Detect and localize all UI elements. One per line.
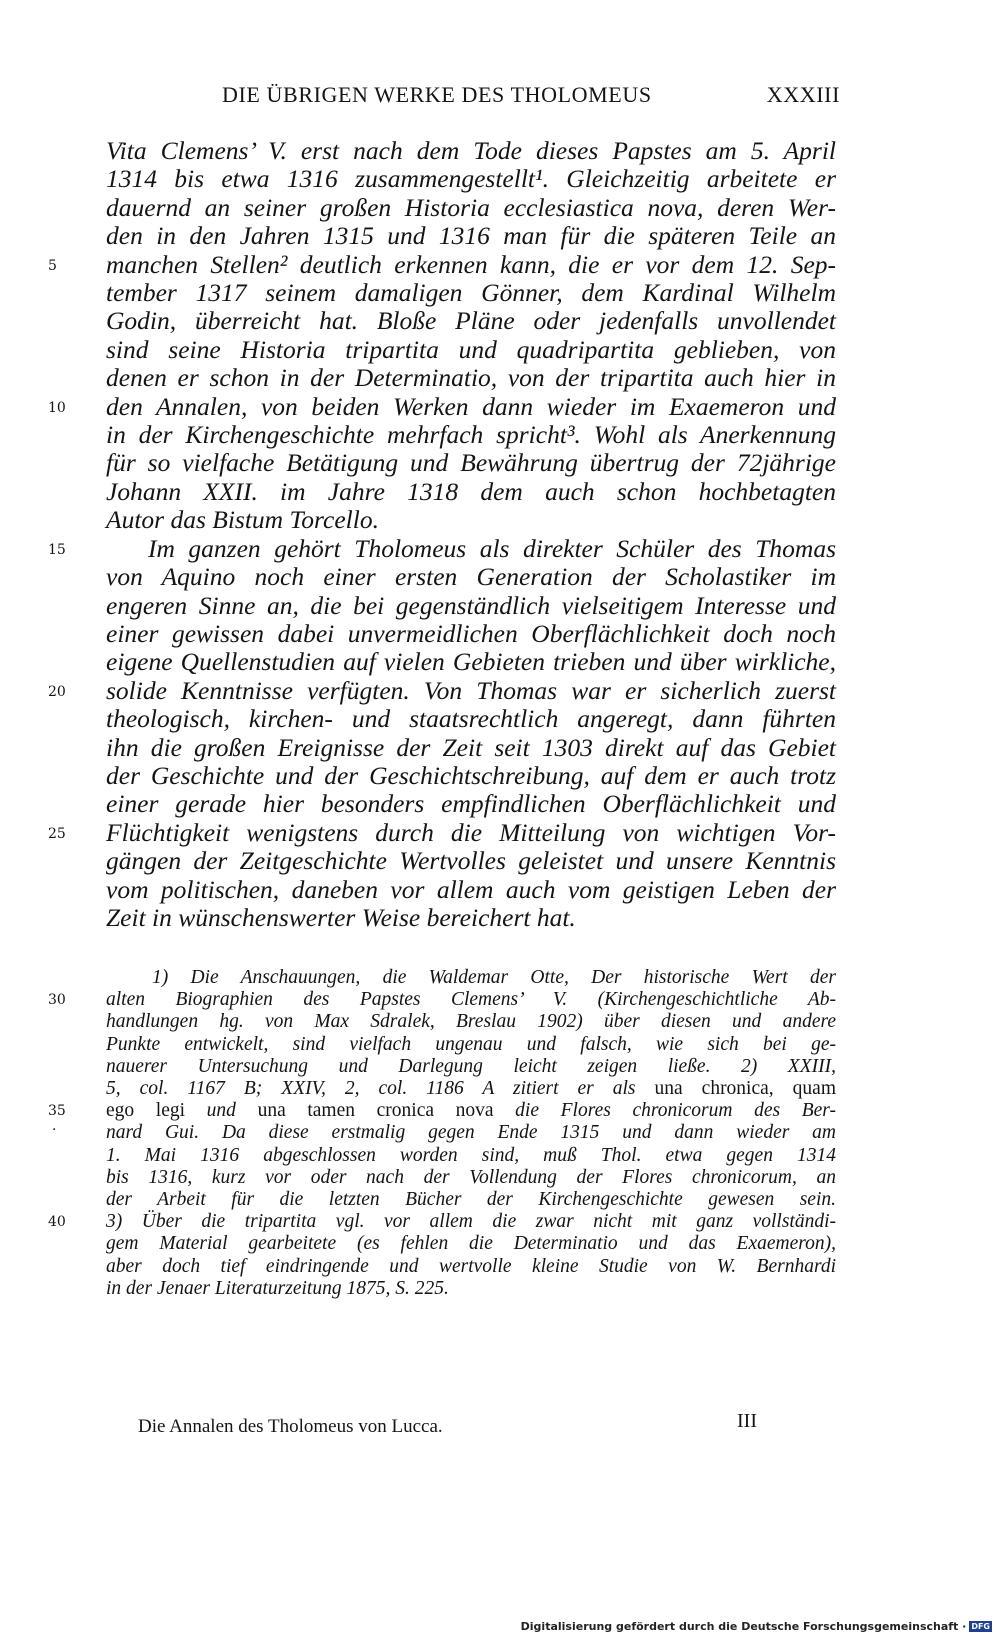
main-text — [106, 137, 836, 932]
upright-quote: una chronica, quam — [654, 1078, 836, 1100]
footnote-line: handlungen hg. von Max Sdralek, Breslau 1902) über diesen und andere — [106, 1011, 836, 1033]
text-line: Godin, überreicht hat. Bloße Pläne oder jedenfalls unvollendet — [106, 306, 836, 336]
text-line: einer gerade hier besonders empfindlichen Oberflächlichkeit und — [106, 789, 836, 819]
running-title: DIE ÜBRIGEN WERKE DES THOLOMEUS — [222, 82, 652, 107]
line-marker: · — [52, 1122, 57, 1138]
running-header — [222, 82, 840, 108]
text-line: gängen der Zeitgeschichte Wertvolles geleistet und unsere Kenntnis — [106, 846, 836, 876]
text-line: Zeit in wünschenswerter Weise bereichert hat. — [106, 902, 576, 932]
line-number: 5 — [48, 258, 57, 274]
footnote-line: ego legi und una tamen cronica nova die Flores chronicorum des Ber- — [106, 1100, 836, 1122]
text-line: Autor das Bistum Torcello. — [106, 505, 379, 535]
upright-quote: una tamen cronica nova — [257, 1100, 494, 1122]
text-line: von Aquino noch einer ersten Generation der Scholastiker im — [106, 562, 836, 592]
footnote-line: alten Biographien des Papstes Clemens’ V. (Kirchengeschichtliche Ab- — [106, 989, 836, 1011]
text-line: engeren Sinne an, die bei gegenständlich vielseitigem Interesse und — [106, 590, 836, 620]
dfg-credit — [521, 1620, 992, 1633]
text-line: Vita Clemens’ V. erst nach dem Tode dieses Papstes am 5. April — [106, 136, 836, 165]
upright-quote: ego legi — [106, 1100, 186, 1122]
footnote-line: nard Gui. Da diese erstmalig gegen Ende 1315 und dann wieder am — [106, 1122, 836, 1144]
text-line: vom politischen, daneben vor allem auch vom geistigen Leben der — [106, 874, 836, 904]
dfg-credit-text: Digitalisierung gefördert durch die Deutsche Forschungsgemeinschaft · — [520, 1620, 967, 1633]
text-line: dauernd an seiner großen Historia ecclesiastica nova, deren Wer- — [106, 192, 836, 222]
text-line: den in den Jahren 1315 und 1316 man für die späteren Teile an — [106, 221, 836, 251]
signature-mark: III — [737, 1410, 757, 1432]
footnote-line: 1. Mai 1316 abgeschlossen worden sind, muß Thol. etwa gegen 1314 — [106, 1144, 836, 1166]
footnote-line: der Arbeit für die letzten Bücher der Kirchengeschichte gewesen sein. — [106, 1189, 836, 1211]
text-line: manchen Stellen² deutlich erkennen kann, die er vor dem 12. Sep- — [106, 249, 836, 279]
text-line: in der Kirchengeschichte mehrfach spricht³. Wohl als Anerkennung — [106, 420, 836, 450]
footnote-line: Punkte entwickelt, sind vielfach ungenau und falsch, wie sich bei ge- — [106, 1033, 836, 1055]
dfg-logo: DFG — [971, 1622, 990, 1631]
footnote-line: 1) Die Anschauungen, die Waldemar Otte, Der historische Wert der — [152, 967, 836, 988]
footnote-line: gem Material gearbeitete (es fehlen die Determinatio und das Exaemeron), — [106, 1233, 836, 1255]
text-line: theologisch, kirchen- und staatsrechtlich angeregt, dann führten — [106, 704, 836, 734]
footnote-line: aber doch tief eindringende und wertvolle kleine Studie von W. Bernhardi — [106, 1255, 836, 1277]
line-number: 30 — [48, 992, 66, 1008]
text-line: solide Kenntnisse verfügten. Von Thomas war er sicherlich zuerst — [106, 675, 836, 705]
text-line: tember 1317 seinem damaligen Gönner, dem Kardinal Wilhelm — [106, 278, 836, 308]
page-number: XXXIII — [766, 82, 840, 107]
footnote-line: 3) Über die tripartita vgl. vor allem die zwar nicht mit ganz vollständi- — [106, 1211, 836, 1233]
text-line: der Geschichte und der Geschichtschreibung, auf dem er auch trotz — [106, 760, 836, 790]
line-number: 20 — [48, 684, 66, 700]
text-line: Flüchtigkeit wenigstens durch die Mitteilung von wichtigen Vor- — [106, 817, 836, 847]
text-line: den Annalen, von beiden Werken dann wieder im Exaemeron und — [106, 391, 836, 421]
text-line: einer gewissen dabei unvermeidlichen Oberflächlichkeit doch noch — [106, 618, 836, 648]
text-line: Im ganzen gehört Tholomeus als direkter Schüler des Thomas — [148, 533, 836, 563]
footnote-line: in der Jenaer Literaturzeitung 1875, S. 225. — [106, 1277, 449, 1299]
text-line: für so vielfache Betätigung und Bewährung übertrug der 72jährige — [106, 448, 836, 478]
text-line: sind seine Historia tripartita und quadripartita geblieben, von — [106, 334, 836, 364]
text-line: eigene Quellenstudien auf vielen Gebieten trieben und über wirkliche, — [106, 647, 836, 677]
footnote-line: nauerer Untersuchung und Darlegung leicht zeigen ließe. 2) XXIII, — [106, 1055, 836, 1077]
line-number: 10 — [48, 400, 66, 416]
line-number: 40 — [48, 1214, 66, 1230]
footnote-line: bis 1316, kurz vor oder nach der Vollendung der Flores chronicorum, an — [106, 1166, 836, 1188]
footnotes — [106, 967, 836, 1300]
footnote-line: 5, col. 1167 B; XXIV, 2, col. 1186 A zitiert er als una chronica, quam — [106, 1078, 836, 1100]
line-number: 15 — [48, 542, 66, 558]
line-number: 35 — [48, 1103, 66, 1119]
line-number: 25 — [48, 826, 66, 842]
text-line: denen er schon in der Determinatio, von der tripartita auch hier in — [106, 363, 836, 393]
text-line: Johann XXII. im Jahre 1318 dem auch schon hochbetagten — [106, 476, 836, 506]
book-title-footer: Die Annalen des Tholomeus von Lucca. — [138, 1416, 443, 1437]
text-line: ihn die großen Ereignisse der Zeit seit 1303 direkt auf das Gebiet — [106, 732, 836, 762]
text-line: 1314 bis etwa 1316 zusammengestellt¹. Gleichzeitig arbeitete er — [106, 164, 836, 194]
